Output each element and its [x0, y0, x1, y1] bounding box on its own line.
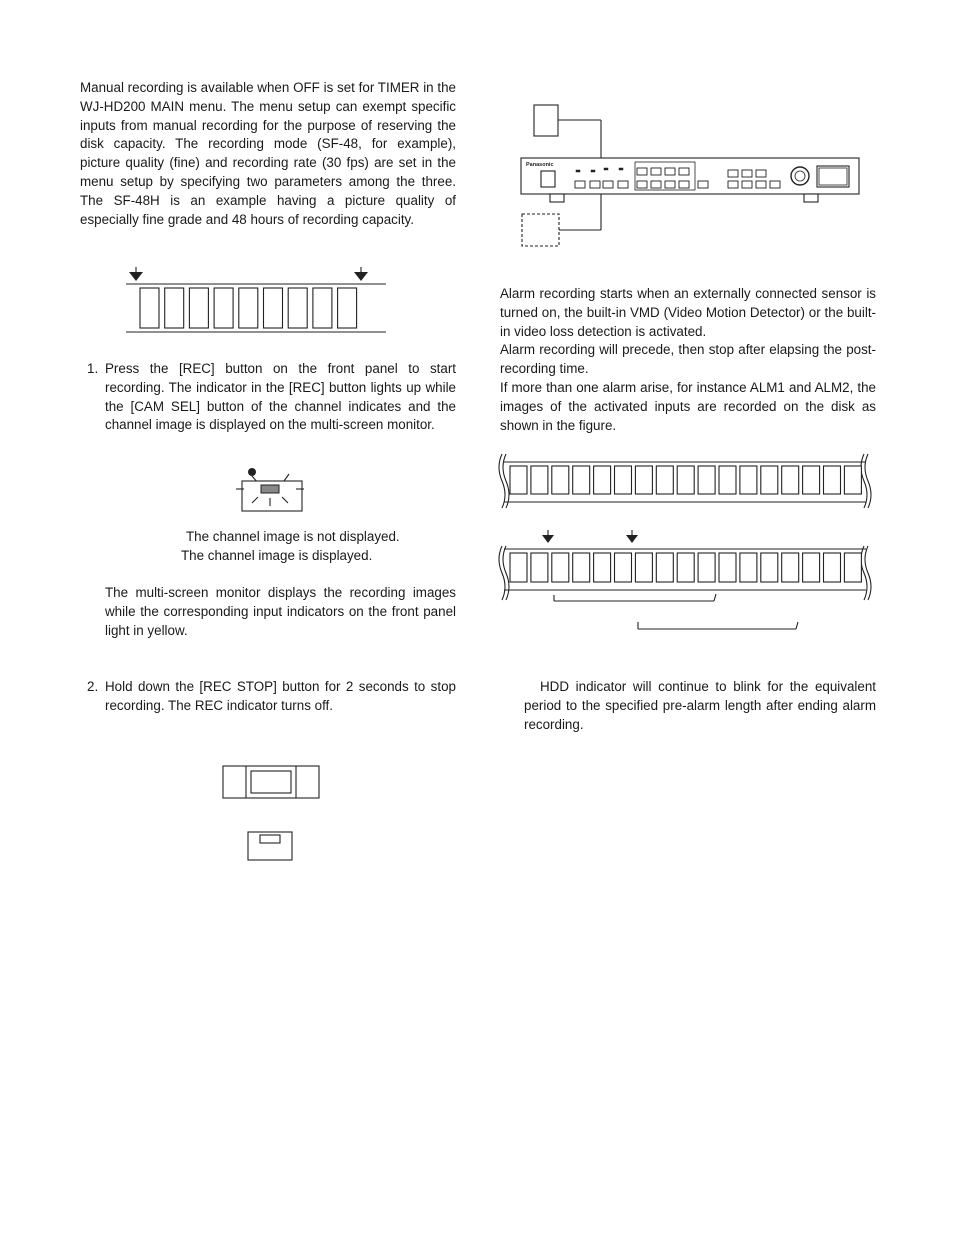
frame-cell [531, 466, 548, 494]
alm2-arrow-icon [626, 530, 638, 543]
hdd-indicator-note [524, 678, 876, 734]
step-1-number: 1. [87, 361, 99, 376]
brand-label: Panasonic [526, 162, 554, 168]
frame-cell [761, 553, 778, 582]
panel-button [637, 168, 647, 175]
frame-cell [677, 466, 694, 494]
step-2-text: Hold down the [REC STOP] button for 2 seconds to stop recording. The REC indicator turns off. [105, 679, 456, 713]
panel-button [698, 181, 708, 188]
frame-cell [803, 466, 820, 494]
frame-cell [338, 288, 357, 328]
panel-button [742, 181, 752, 188]
alarm-timeline-continuous [494, 452, 876, 512]
frame-cell [594, 553, 611, 582]
frame-cell [264, 288, 283, 328]
panel-button [679, 168, 689, 175]
panel-button [756, 170, 766, 177]
rec-stop-button-illustration [222, 765, 322, 865]
frame-cell [552, 466, 569, 494]
frame-cell [740, 553, 757, 582]
frame-cell [140, 288, 159, 328]
frame-cell [803, 553, 820, 582]
frame-cell [844, 553, 861, 582]
hdd-indicator-note-text: HDD indicator will continue to blink for the equivalent period to the specified pre-alarm length after ending alarm recording. [524, 679, 876, 732]
frame-cell [782, 466, 799, 494]
frame-cell [594, 466, 611, 494]
frame-cell [656, 553, 673, 582]
rec-button-illustration [232, 465, 312, 515]
panel-button [637, 181, 647, 188]
panel-button [618, 181, 628, 188]
indicator-lamp-icon [248, 468, 256, 476]
stop-arrow-icon [354, 267, 368, 281]
frame-cell [824, 466, 841, 494]
panel-button [575, 181, 585, 188]
frame-cell [740, 466, 757, 494]
panel-button [651, 181, 661, 188]
caption-displayed: The channel image is displayed. [181, 548, 373, 563]
step-2 [80, 678, 456, 716]
panel-indicator [576, 170, 580, 172]
frame-cell [552, 553, 569, 582]
frame-cell [635, 466, 652, 494]
frame-cell [698, 466, 715, 494]
frame-cell [573, 466, 590, 494]
alarm-paragraph-3: If more than one alarm arise, for instance ALM1 and ALM2, the images of the activated inputs are recorded on the disk as shown in the figure. [500, 380, 876, 433]
panel-indicator [619, 168, 623, 170]
frame-cell [719, 466, 736, 494]
frame-cell [189, 288, 208, 328]
start-arrow-icon [129, 267, 143, 281]
alm1-arrow-icon [542, 530, 554, 543]
frame-cell [635, 553, 652, 582]
recorded-frames [510, 553, 861, 582]
panel-button [651, 168, 661, 175]
alarm-paragraph-1: Alarm recording starts when an externally connected sensor is turned on, the built-in VMD (Video Motion Detector) or the built-in video loss detection is activated. [500, 286, 876, 339]
manual-recording-timeline-figure [120, 265, 390, 335]
panel-button [665, 181, 675, 188]
frame-cell [288, 288, 307, 328]
panel-button [728, 181, 738, 188]
recorded-frames [140, 288, 357, 328]
panel-button [742, 170, 752, 177]
recorder-front-panel-diagram [520, 104, 865, 249]
alm1-bracket [554, 594, 716, 601]
panel-button [728, 170, 738, 177]
monitor-note: The multi-screen monitor displays the recording images while the corresponding input indicators on the front panel light in yellow. [105, 585, 456, 638]
alarm-timeline-alarm-events [494, 528, 876, 638]
panel-indicator [604, 168, 608, 170]
frame-cell [824, 553, 841, 582]
panel-button [665, 168, 675, 175]
frame-cell [844, 466, 861, 494]
frame-cell [761, 466, 778, 494]
frame-cell [573, 553, 590, 582]
panel-button [756, 181, 766, 188]
frame-cell [531, 553, 548, 582]
frame-cell [677, 553, 694, 582]
frame-cell [510, 466, 527, 494]
caption-not-displayed: The channel image is not displayed. [186, 529, 400, 544]
intro-paragraph: Manual recording is available when OFF is set for TIMER in the WJ-HD200 MAIN menu. The menu setup can exempt specific inputs from manual recording for the purpose of reserving the disk capacity. The recording mode (SF-48, for example), picture quality (fine) and recording rate (30 fps) are set in the menu setup by specifying two parameters among the three. The SF-48H is an example having a picture quality of especially fine grade and 48 hours of recording capacity. [80, 80, 456, 227]
panel-indicator [591, 170, 595, 172]
frame-cell [615, 466, 632, 494]
panel-button [770, 181, 780, 188]
frame-cell [313, 288, 332, 328]
optional-sensor-box [522, 214, 559, 246]
frame-cell [165, 288, 184, 328]
frame-cell [719, 553, 736, 582]
frame-cell [239, 288, 258, 328]
frame-cell [656, 466, 673, 494]
step-1-text: Press the [REC] button on the front panel to start recording. The indicator in the [REC] button lights up while the [CAM SEL] button of the channel indicates and the channel image is displayed on the multi-screen monitor. [105, 361, 456, 433]
panel-button [590, 181, 600, 188]
sensor-box [534, 105, 558, 136]
step-2-number: 2. [87, 679, 99, 694]
panel-button [679, 181, 689, 188]
alarm-paragraph-2: Alarm recording will precede, then stop after elapsing the post-recording time. [500, 342, 876, 376]
frame-cell [698, 553, 715, 582]
recorded-frames [510, 466, 861, 494]
alm2-bracket [638, 622, 798, 629]
frame-cell [510, 553, 527, 582]
jog-dial-icon [791, 167, 809, 185]
frame-cell [214, 288, 233, 328]
frame-cell [615, 553, 632, 582]
panel-button [603, 181, 613, 188]
step-1 [80, 360, 456, 435]
frame-cell [782, 553, 799, 582]
